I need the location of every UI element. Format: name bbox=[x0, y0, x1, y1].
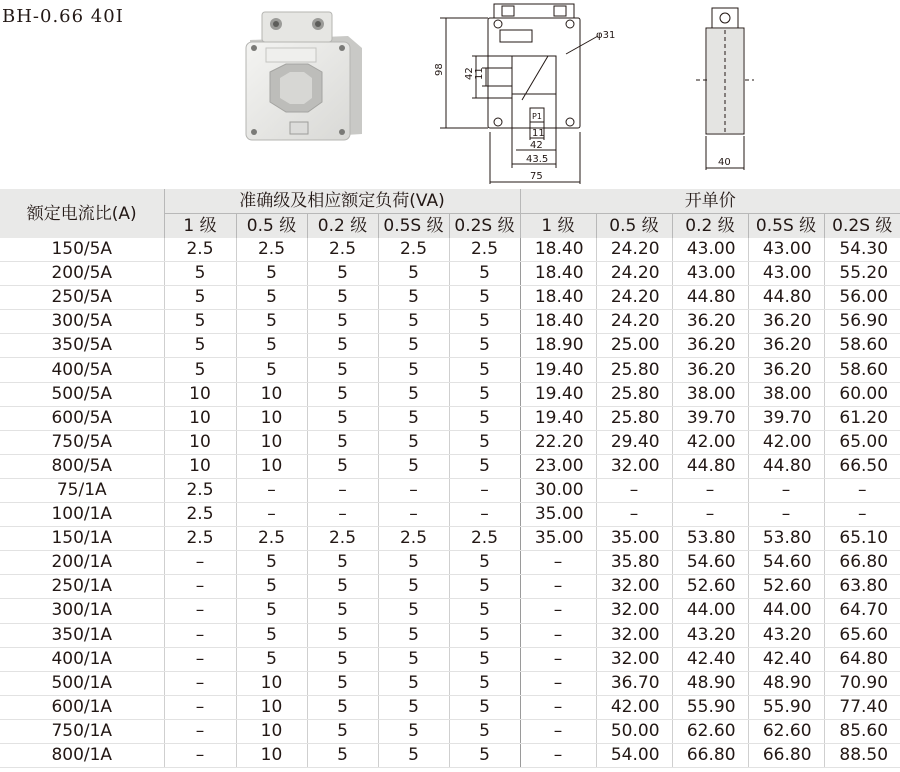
price-cell: 30.00 bbox=[520, 478, 596, 502]
burden-cell: 2.5 bbox=[164, 527, 236, 551]
price-cell: 35.00 bbox=[596, 527, 672, 551]
burden-cell: – bbox=[236, 503, 307, 527]
dim-42-left: 42 bbox=[464, 67, 475, 80]
price-cell: 19.40 bbox=[520, 382, 596, 406]
burden-cell: 5 bbox=[236, 334, 307, 358]
price-cell: 35.00 bbox=[520, 503, 596, 527]
price-cell: 36.70 bbox=[596, 671, 672, 695]
burden-cell: 10 bbox=[236, 671, 307, 695]
price-cell: 39.70 bbox=[672, 406, 748, 430]
price-cell: 22.20 bbox=[520, 430, 596, 454]
burden-cell: 2.5 bbox=[449, 527, 520, 551]
price-cell: 35.80 bbox=[596, 551, 672, 575]
burden-cell: 5 bbox=[307, 695, 378, 719]
burden-cell: 2.5 bbox=[236, 527, 307, 551]
price-cell: 43.00 bbox=[748, 262, 824, 286]
burden-cell: 2.5 bbox=[378, 238, 449, 262]
burden-cell: 5 bbox=[378, 551, 449, 575]
price-class-header: 0.5 级 bbox=[596, 214, 672, 239]
burden-cell: 5 bbox=[378, 358, 449, 382]
ratio-cell: 75/1A bbox=[0, 478, 164, 502]
price-cell: 77.40 bbox=[824, 695, 900, 719]
ratio-cell: 600/1A bbox=[0, 695, 164, 719]
burden-cell: 5 bbox=[307, 382, 378, 406]
burden-cell: 5 bbox=[449, 262, 520, 286]
ratio-cell: 600/5A bbox=[0, 406, 164, 430]
table-row bbox=[0, 238, 900, 262]
burden-cell: 5 bbox=[449, 454, 520, 478]
burden-cell: 5 bbox=[378, 695, 449, 719]
ratio-cell: 200/5A bbox=[0, 262, 164, 286]
price-cell: 24.20 bbox=[596, 286, 672, 310]
burden-cell: 5 bbox=[307, 575, 378, 599]
price-cell: – bbox=[520, 623, 596, 647]
price-cell: 43.00 bbox=[672, 238, 748, 262]
dim-75: 75 bbox=[530, 171, 543, 182]
burden-cell: 5 bbox=[164, 358, 236, 382]
burden-cell: 5 bbox=[449, 647, 520, 671]
price-cell: 64.80 bbox=[824, 647, 900, 671]
table-row bbox=[0, 599, 900, 623]
price-cell: – bbox=[824, 503, 900, 527]
burden-cell: 5 bbox=[378, 719, 449, 743]
ratio-cell: 400/5A bbox=[0, 358, 164, 382]
dim-11-bottom: 11 bbox=[532, 128, 545, 139]
burden-cell: – bbox=[378, 503, 449, 527]
price-cell: 32.00 bbox=[596, 647, 672, 671]
burden-cell: 5 bbox=[164, 334, 236, 358]
price-cell: 24.20 bbox=[596, 310, 672, 334]
price-cell: 56.90 bbox=[824, 310, 900, 334]
burden-cell: 5 bbox=[307, 743, 378, 767]
burden-cell: 5 bbox=[378, 454, 449, 478]
burden-cell: 5 bbox=[378, 262, 449, 286]
table-row bbox=[0, 671, 900, 695]
price-cell: 62.60 bbox=[748, 719, 824, 743]
price-cell: 42.00 bbox=[672, 430, 748, 454]
price-cell: 48.90 bbox=[748, 671, 824, 695]
ratio-cell: 350/1A bbox=[0, 623, 164, 647]
ratio-cell: 150/5A bbox=[0, 238, 164, 262]
burden-cell: 5 bbox=[378, 310, 449, 334]
burden-cell: 10 bbox=[236, 695, 307, 719]
ratio-cell: 200/1A bbox=[0, 551, 164, 575]
burden-cell: 5 bbox=[449, 430, 520, 454]
burden-cell: 5 bbox=[164, 262, 236, 286]
price-cell: 43.00 bbox=[672, 262, 748, 286]
burden-cell: 5 bbox=[449, 382, 520, 406]
price-cell: – bbox=[672, 503, 748, 527]
table-row bbox=[0, 310, 900, 334]
burden-cell: 5 bbox=[307, 599, 378, 623]
price-cell: 65.00 bbox=[824, 430, 900, 454]
table-row bbox=[0, 575, 900, 599]
burden-cell: 10 bbox=[236, 430, 307, 454]
burden-class-header: 0.5 级 bbox=[236, 214, 307, 239]
burden-cell: – bbox=[164, 623, 236, 647]
price-cell: 24.20 bbox=[596, 262, 672, 286]
price-cell: 18.40 bbox=[520, 262, 596, 286]
dim-43-5: 43.5 bbox=[526, 154, 549, 165]
ratio-cell: 500/5A bbox=[0, 382, 164, 406]
burden-cell: 10 bbox=[236, 743, 307, 767]
burden-cell: 5 bbox=[307, 430, 378, 454]
dim-11-left: 11 bbox=[474, 67, 485, 80]
price-cell: 36.20 bbox=[672, 310, 748, 334]
price-cell: 54.30 bbox=[824, 238, 900, 262]
price-cell: 25.80 bbox=[596, 406, 672, 430]
price-cell: – bbox=[520, 743, 596, 767]
burden-cell: 10 bbox=[164, 406, 236, 430]
burden-cell: 5 bbox=[378, 623, 449, 647]
burden-cell: – bbox=[164, 647, 236, 671]
price-cell: 36.20 bbox=[748, 358, 824, 382]
burden-cell: 5 bbox=[378, 286, 449, 310]
price-cell: 54.00 bbox=[596, 743, 672, 767]
burden-cell: 5 bbox=[449, 671, 520, 695]
burden-cell: 2.5 bbox=[378, 527, 449, 551]
burden-cell: 5 bbox=[449, 286, 520, 310]
price-cell: 19.40 bbox=[520, 406, 596, 430]
price-cell: 18.40 bbox=[520, 286, 596, 310]
table-row bbox=[0, 503, 900, 527]
price-cell: – bbox=[520, 671, 596, 695]
table-row bbox=[0, 551, 900, 575]
price-cell: 63.80 bbox=[824, 575, 900, 599]
price-cell: 24.20 bbox=[596, 238, 672, 262]
price-cell: 55.90 bbox=[748, 695, 824, 719]
ratio-cell: 400/1A bbox=[0, 647, 164, 671]
burden-cell: 5 bbox=[236, 599, 307, 623]
burden-cell: 5 bbox=[449, 599, 520, 623]
price-cell: 18.90 bbox=[520, 334, 596, 358]
price-cell: 66.80 bbox=[672, 743, 748, 767]
price-class-header: 0.2S 级 bbox=[824, 214, 900, 239]
burden-cell: 5 bbox=[236, 310, 307, 334]
price-cell: 25.80 bbox=[596, 382, 672, 406]
price-cell: 50.00 bbox=[596, 719, 672, 743]
price-cell: 54.60 bbox=[748, 551, 824, 575]
table-row bbox=[0, 743, 900, 767]
burden-cell: 5 bbox=[378, 671, 449, 695]
burden-cell: 5 bbox=[307, 334, 378, 358]
table-row bbox=[0, 527, 900, 551]
price-cell: – bbox=[748, 503, 824, 527]
price-cell: – bbox=[520, 719, 596, 743]
dim-p1: P1 bbox=[532, 112, 542, 121]
price-cell: 38.00 bbox=[748, 382, 824, 406]
price-cell: 42.40 bbox=[672, 647, 748, 671]
burden-cell: 5 bbox=[449, 310, 520, 334]
price-cell: 42.00 bbox=[748, 430, 824, 454]
price-cell: 65.10 bbox=[824, 527, 900, 551]
ratio-cell: 350/5A bbox=[0, 334, 164, 358]
price-cell: 32.00 bbox=[596, 623, 672, 647]
ratio-cell: 800/5A bbox=[0, 454, 164, 478]
burden-cell: – bbox=[307, 478, 378, 502]
price-cell: 25.80 bbox=[596, 358, 672, 382]
ratio-cell: 750/1A bbox=[0, 719, 164, 743]
burden-cell: 5 bbox=[164, 286, 236, 310]
price-cell: 32.00 bbox=[596, 575, 672, 599]
price-cell: 43.20 bbox=[748, 623, 824, 647]
burden-cell: – bbox=[164, 719, 236, 743]
burden-cell: – bbox=[164, 671, 236, 695]
table-row bbox=[0, 647, 900, 671]
ratio-cell: 150/1A bbox=[0, 527, 164, 551]
burden-cell: 5 bbox=[307, 310, 378, 334]
ratio-cell: 250/5A bbox=[0, 286, 164, 310]
burden-cell: – bbox=[307, 503, 378, 527]
burden-cell: 5 bbox=[307, 286, 378, 310]
table-row bbox=[0, 286, 900, 310]
price-cell: 23.00 bbox=[520, 454, 596, 478]
price-cell: 42.40 bbox=[748, 647, 824, 671]
price-cell: 36.20 bbox=[672, 334, 748, 358]
burden-cell: – bbox=[449, 503, 520, 527]
burden-group-header: 准确级及相应额定负荷(VA) bbox=[164, 189, 520, 214]
burden-class-header: 0.2S 级 bbox=[449, 214, 520, 239]
burden-cell: 5 bbox=[236, 358, 307, 382]
price-cell: 53.80 bbox=[748, 527, 824, 551]
table-row bbox=[0, 358, 900, 382]
price-cell: – bbox=[596, 503, 672, 527]
burden-cell: – bbox=[378, 478, 449, 502]
burden-cell: 5 bbox=[378, 430, 449, 454]
side-dimension-drawing bbox=[692, 0, 782, 172]
burden-cell: 2.5 bbox=[164, 478, 236, 502]
price-cell: 66.50 bbox=[824, 454, 900, 478]
burden-cell: 5 bbox=[307, 647, 378, 671]
ratio-cell: 300/5A bbox=[0, 310, 164, 334]
price-group-header: 开单价 bbox=[520, 189, 900, 214]
dim-42-bottom: 42 bbox=[530, 140, 543, 151]
burden-cell: – bbox=[449, 478, 520, 502]
ratio-cell: 250/1A bbox=[0, 575, 164, 599]
price-cell: – bbox=[520, 647, 596, 671]
price-class-header: 0.5S 级 bbox=[748, 214, 824, 239]
price-cell: 36.20 bbox=[748, 310, 824, 334]
price-cell: – bbox=[672, 478, 748, 502]
table-row bbox=[0, 695, 900, 719]
burden-cell: 2.5 bbox=[307, 238, 378, 262]
table-body bbox=[0, 238, 900, 768]
dim-98: 98 bbox=[434, 63, 445, 76]
price-cell: 18.40 bbox=[520, 310, 596, 334]
price-cell: 52.60 bbox=[748, 575, 824, 599]
price-cell: 38.00 bbox=[672, 382, 748, 406]
price-cell: – bbox=[520, 599, 596, 623]
table-row bbox=[0, 430, 900, 454]
burden-cell: 5 bbox=[449, 623, 520, 647]
price-cell: 18.40 bbox=[520, 238, 596, 262]
price-cell: 66.80 bbox=[748, 743, 824, 767]
burden-cell: 5 bbox=[449, 695, 520, 719]
burden-cell: 10 bbox=[236, 406, 307, 430]
burden-cell: 5 bbox=[307, 262, 378, 286]
price-cell: 58.60 bbox=[824, 334, 900, 358]
table-row bbox=[0, 454, 900, 478]
price-class-header: 0.2 级 bbox=[672, 214, 748, 239]
price-cell: 62.60 bbox=[672, 719, 748, 743]
price-cell: 55.20 bbox=[824, 262, 900, 286]
price-cell: – bbox=[596, 478, 672, 502]
price-cell: 43.00 bbox=[748, 238, 824, 262]
table-row bbox=[0, 334, 900, 358]
burden-cell: 5 bbox=[378, 406, 449, 430]
burden-cell: 5 bbox=[236, 551, 307, 575]
burden-cell: 5 bbox=[378, 647, 449, 671]
burden-cell: 10 bbox=[164, 430, 236, 454]
price-cell: 52.60 bbox=[672, 575, 748, 599]
table-row bbox=[0, 382, 900, 406]
price-class-header: 1 级 bbox=[520, 214, 596, 239]
price-cell: 19.40 bbox=[520, 358, 596, 382]
burden-cell: 5 bbox=[449, 406, 520, 430]
burden-cell: – bbox=[164, 551, 236, 575]
burden-cell: – bbox=[164, 599, 236, 623]
model-title: BH-0.66 40I bbox=[2, 6, 124, 27]
burden-cell: 2.5 bbox=[236, 238, 307, 262]
burden-cell: 5 bbox=[378, 599, 449, 623]
price-cell: 88.50 bbox=[824, 743, 900, 767]
price-cell: 66.80 bbox=[824, 551, 900, 575]
burden-cell: – bbox=[164, 575, 236, 599]
price-cell: 25.00 bbox=[596, 334, 672, 358]
burden-cell: 5 bbox=[378, 382, 449, 406]
burden-cell: 5 bbox=[164, 310, 236, 334]
burden-cell: 10 bbox=[236, 382, 307, 406]
table-header bbox=[0, 189, 900, 238]
burden-class-header: 1 级 bbox=[164, 214, 236, 239]
burden-cell: 5 bbox=[449, 358, 520, 382]
burden-cell: – bbox=[236, 478, 307, 502]
table-row bbox=[0, 262, 900, 286]
burden-cell: 2.5 bbox=[307, 527, 378, 551]
ratio-cell: 800/1A bbox=[0, 743, 164, 767]
table-row bbox=[0, 478, 900, 502]
price-cell: 29.40 bbox=[596, 430, 672, 454]
burden-cell: 5 bbox=[449, 743, 520, 767]
burden-cell: 10 bbox=[236, 719, 307, 743]
price-cell: 48.90 bbox=[672, 671, 748, 695]
burden-cell: 5 bbox=[378, 334, 449, 358]
burden-cell: 5 bbox=[236, 286, 307, 310]
ratio-header: 额定电流比(A) bbox=[0, 189, 164, 238]
table-row bbox=[0, 623, 900, 647]
price-cell: 55.90 bbox=[672, 695, 748, 719]
price-cell: – bbox=[520, 551, 596, 575]
burden-cell: – bbox=[164, 743, 236, 767]
burden-cell: 5 bbox=[449, 551, 520, 575]
burden-cell: 5 bbox=[307, 719, 378, 743]
price-cell: 56.00 bbox=[824, 286, 900, 310]
burden-cell: 5 bbox=[307, 623, 378, 647]
price-cell: – bbox=[520, 695, 596, 719]
burden-cell: 5 bbox=[236, 262, 307, 286]
price-cell: 61.20 bbox=[824, 406, 900, 430]
price-cell: 42.00 bbox=[596, 695, 672, 719]
price-cell: 36.20 bbox=[672, 358, 748, 382]
burden-cell: 10 bbox=[164, 382, 236, 406]
price-cell: 39.70 bbox=[748, 406, 824, 430]
burden-class-header: 0.2 级 bbox=[307, 214, 378, 239]
burden-cell: 10 bbox=[236, 454, 307, 478]
burden-cell: 5 bbox=[449, 575, 520, 599]
ratio-cell: 100/1A bbox=[0, 503, 164, 527]
product-photo bbox=[236, 6, 372, 146]
table-row bbox=[0, 719, 900, 743]
burden-cell: 5 bbox=[449, 334, 520, 358]
price-cell: 35.00 bbox=[520, 527, 596, 551]
ratio-cell: 500/1A bbox=[0, 671, 164, 695]
price-cell: 32.00 bbox=[596, 454, 672, 478]
dim-40: 40 bbox=[718, 157, 731, 168]
price-cell: 64.70 bbox=[824, 599, 900, 623]
dim-phi31: φ31 bbox=[596, 30, 616, 41]
burden-cell: 5 bbox=[236, 575, 307, 599]
price-cell: 85.60 bbox=[824, 719, 900, 743]
burden-cell: 2.5 bbox=[164, 238, 236, 262]
burden-cell: 5 bbox=[307, 671, 378, 695]
burden-cell: 5 bbox=[307, 454, 378, 478]
burden-cell: 5 bbox=[378, 575, 449, 599]
price-cell: – bbox=[748, 478, 824, 502]
price-cell: 44.80 bbox=[672, 286, 748, 310]
burden-class-header: 0.5S 级 bbox=[378, 214, 449, 239]
price-cell: 44.80 bbox=[748, 454, 824, 478]
price-cell: – bbox=[824, 478, 900, 502]
table-row bbox=[0, 406, 900, 430]
price-cell: 44.80 bbox=[672, 454, 748, 478]
price-cell: 53.80 bbox=[672, 527, 748, 551]
price-cell: 44.80 bbox=[748, 286, 824, 310]
price-cell: 36.20 bbox=[748, 334, 824, 358]
burden-cell: – bbox=[164, 695, 236, 719]
price-cell: 44.00 bbox=[748, 599, 824, 623]
burden-cell: 5 bbox=[449, 719, 520, 743]
burden-cell: 2.5 bbox=[449, 238, 520, 262]
burden-cell: 10 bbox=[164, 454, 236, 478]
price-cell: – bbox=[520, 575, 596, 599]
burden-cell: 5 bbox=[236, 623, 307, 647]
price-cell: 65.60 bbox=[824, 623, 900, 647]
price-cell: 60.00 bbox=[824, 382, 900, 406]
burden-cell: 5 bbox=[378, 743, 449, 767]
price-cell: 58.60 bbox=[824, 358, 900, 382]
ratio-cell: 750/5A bbox=[0, 430, 164, 454]
price-cell: 54.60 bbox=[672, 551, 748, 575]
burden-cell: 2.5 bbox=[164, 503, 236, 527]
burden-cell: 5 bbox=[307, 406, 378, 430]
burden-cell: 5 bbox=[307, 551, 378, 575]
price-cell: 44.00 bbox=[672, 599, 748, 623]
price-cell: 32.00 bbox=[596, 599, 672, 623]
burden-cell: 5 bbox=[307, 358, 378, 382]
price-table bbox=[0, 189, 900, 768]
burden-cell: 5 bbox=[236, 647, 307, 671]
price-cell: 43.20 bbox=[672, 623, 748, 647]
front-dimension-drawing bbox=[432, 0, 637, 186]
price-cell: 70.90 bbox=[824, 671, 900, 695]
ratio-cell: 300/1A bbox=[0, 599, 164, 623]
